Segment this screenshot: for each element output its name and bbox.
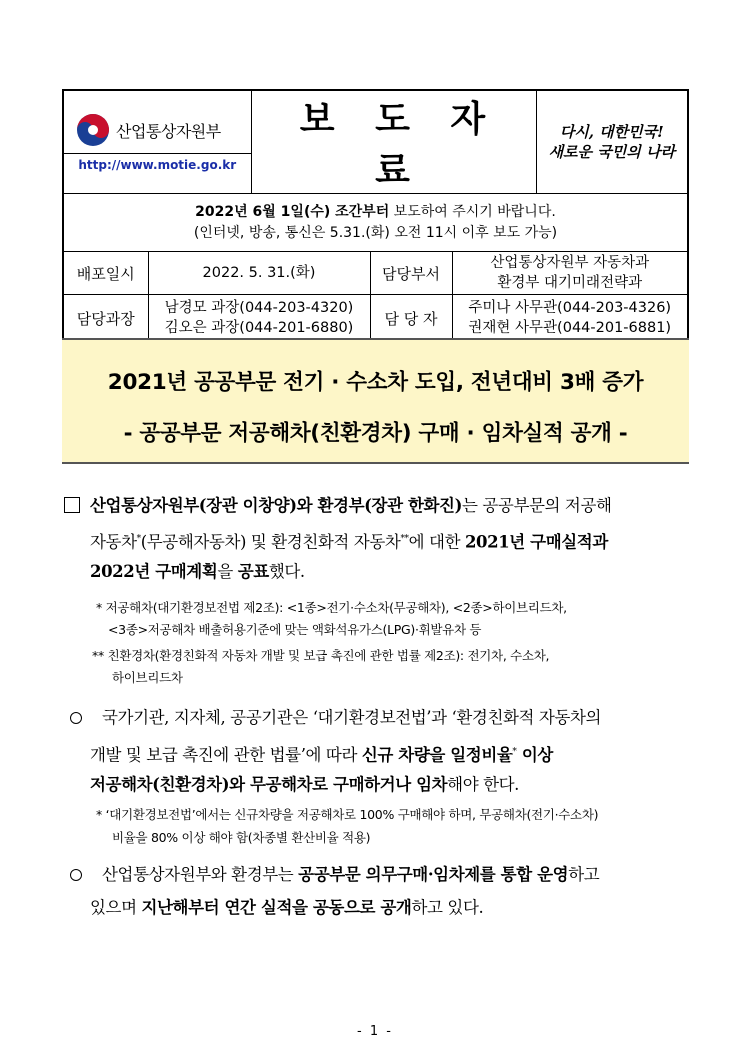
text: 산업통상자원부와 환경부는 [102, 865, 299, 884]
manager-label: 담당과장 [64, 295, 148, 341]
manager-2: 김오은 과장(044-201-6880) [164, 320, 354, 336]
text: (무공해자동차) 및 환경친화적 자동차 [140, 532, 401, 552]
document-title: 보 도 자 료 [251, 90, 536, 194]
manager-value [148, 295, 370, 341]
note-3-line-2: 비율을 80% 이상 해야 함(차종별 환산비율 적용) [112, 830, 371, 845]
paragraph-2-line-1: 국가기관, 지자체, 공공기관은 ‘대기환경보전법’과 ‘환경친화적 자동차의 [102, 708, 602, 727]
page-number: - 1 - [357, 1024, 393, 1039]
slogan-line-1: 다시, 대한민국! [559, 123, 664, 141]
note-1-line-2: <3종>저공해차 배출허용기준에 맞는 액화석유가스(LPG)·휘발유차 등 [108, 622, 482, 637]
headline-title: 2021년 공공부문 전기 · 수소차 도입, 전년대비 3배 증가 [107, 370, 644, 395]
emphasis: 지난해부터 연간 실적을 공동으로 공개 [141, 898, 412, 917]
text: 하고 있다. [411, 898, 484, 917]
headline-box [62, 338, 689, 464]
footnote-mark: * [136, 534, 141, 544]
paragraph-1-line-2 [90, 522, 608, 560]
text: 해야 한다. [447, 775, 520, 794]
paragraph-3-line-2 [90, 891, 483, 925]
staff-label: 담 당 자 [370, 295, 452, 341]
emphasis: 이상 [516, 745, 553, 765]
note-2-line-1: ** 친환경차(환경친화적 자동차 개발 및 보급 촉진에 관한 법률 제2조): 전기차, 수소차, [92, 648, 550, 663]
ministry-name: 산업통상자원부 [116, 121, 221, 141]
embargo-text: 보도하여 주시기 바랍니다. [389, 203, 556, 220]
staff-value [452, 295, 687, 341]
department-1: 산업통상자원부 자동차과 [490, 255, 650, 271]
emphasis: 2022년 구매계획 [90, 562, 218, 581]
headline-subtitle: - 공공부문 저공해차(친환경차) 구매 · 임차실적 공개 - [123, 421, 628, 446]
text: 개발 및 보급 촉진에 관한 법률’에 따라 [90, 745, 362, 765]
slogan [536, 90, 688, 194]
footnote-mark: ** [400, 534, 409, 544]
department-value [452, 252, 687, 294]
paragraph-2-line-2 [90, 735, 553, 773]
ministry-url-link[interactable]: http://www.motie.go.kr [78, 158, 237, 172]
release-date-value: 2022. 5. 31.(화) [148, 252, 370, 294]
emphasis: 저공해차(친환경차)와 무공해차로 구매하거나 임차 [90, 775, 448, 794]
text: 는 공공부문의 저공해 [461, 496, 612, 515]
taegeuk-emblem-icon [76, 113, 110, 147]
staff-2: 권재현 사무관(044-201-6881) [468, 320, 672, 336]
release-date-label: 배포일시 [64, 252, 148, 294]
text: 하고 [568, 865, 600, 884]
note-2-line-2: 하이브리드차 [112, 670, 183, 685]
staff-1: 주미나 사무관(044-203-4326) [468, 300, 672, 316]
text: 에 대한 [408, 532, 465, 552]
ministry-logo-cell [63, 90, 251, 194]
embargo-date: 2022년 6월 1일(수) 조간부터 [195, 203, 390, 220]
embargo-note: (인터넷, 방송, 통신은 5.31.(화) 오전 11시 이후 보도 가능) [193, 224, 558, 241]
paragraph-1-line-3 [90, 555, 305, 589]
manager-1: 남경모 과장(044-203-4320) [164, 300, 354, 316]
press-release-header [62, 89, 689, 343]
department-label: 담당부서 [370, 252, 452, 294]
text: 을 [217, 562, 238, 581]
circle-bullet-icon [70, 869, 82, 881]
embargo-notice [63, 194, 688, 252]
emphasis: 2021년 구매실적과 [464, 532, 608, 552]
department-2: 환경부 대기미래전략과 [497, 275, 643, 291]
paragraph-3-line-1 [102, 858, 599, 892]
text: 했다. [268, 562, 305, 581]
footnote-mark: * [512, 747, 517, 757]
note-3-line-1: * ‘대기환경보전법’에서는 신규차량을 저공해차로 100% 구매해야 하며, 무공해차(전기·수소차) [96, 807, 599, 822]
emphasis: 공표 [237, 562, 269, 581]
paragraph-1-line-1 [90, 489, 612, 523]
circle-bullet-icon [70, 712, 82, 724]
paragraph-2-line-3 [90, 768, 519, 802]
square-bullet-icon [64, 497, 80, 513]
text: 자동차 [90, 532, 137, 552]
emphasis: 신규 차량을 일정비율 [361, 745, 513, 765]
note-1-line-1: * 저공해차(대기환경보전법 제2조): <1종>전기·수소차(무공해차), <2종>하이브리드차, [96, 600, 567, 615]
emphasis: 공공부문 의무구매·임차제를 통합 운영 [298, 865, 569, 884]
slogan-line-2: 새로운 국민의 나라 [548, 143, 675, 161]
text: 있으며 [90, 898, 142, 917]
agencies: 산업통상자원부(장관 이창양)와 환경부(장관 한화진) [90, 496, 462, 515]
